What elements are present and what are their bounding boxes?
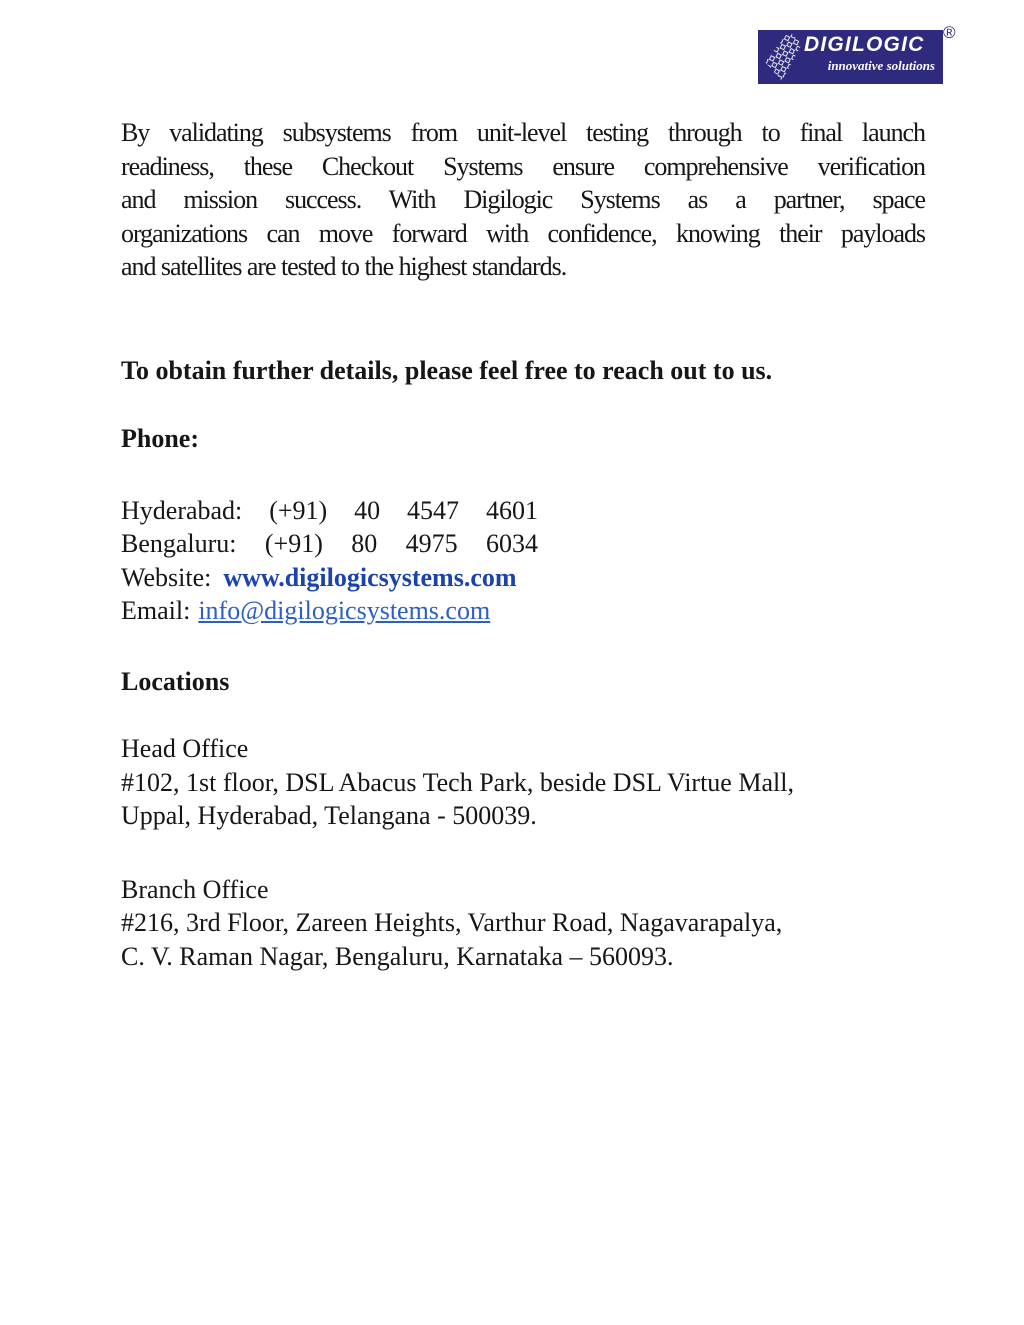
phone-country-code: (+91) (269, 495, 328, 525)
branch-office-address-line: C. V. Raman Nagar, Bengaluru, Karnataka – 560093. (121, 941, 674, 971)
head-office-block (121, 732, 925, 833)
phone-city-label: Bengaluru: (121, 529, 237, 558)
email-link[interactable]: info@digilogicsystems.com (198, 596, 491, 625)
branch-office-block (121, 873, 925, 974)
locations-heading: Locations (121, 666, 230, 696)
phone-number-part: 6034 (485, 529, 538, 558)
paragraph-line: organizations can move forward with confidence, knowing their payloads (121, 218, 925, 248)
phone-area-code: 80 (351, 529, 378, 558)
phone-country-code: (+91) (264, 529, 323, 558)
intro-paragraph (121, 116, 925, 284)
phone-row-bengaluru (121, 527, 538, 561)
head-office-address-line: #102, 1st floor, DSL Abacus Tech Park, beside DSL Virtue Mall, (121, 767, 794, 797)
phone-area-code: 40 (354, 495, 381, 525)
phone-numbers (121, 494, 925, 628)
contact-cta-heading: To obtain further details, please feel free to reach out to us. (121, 355, 773, 385)
head-office-address-line: Uppal, Hyderabad, Telangana - 500039. (121, 801, 537, 830)
paragraph-line: By validating subsystems from unit-level testing through to final launch (121, 118, 925, 147)
branch-office-address-line: #216, 3rd Floor, Zareen Heights, Varthur Road, Nagavarapalya, (121, 908, 783, 937)
branch-office-title: Branch Office (121, 874, 269, 904)
phone-city-label: Hyderabad: (121, 495, 243, 525)
website-link[interactable]: www.digilogicsystems.com (223, 562, 517, 592)
head-office-title: Head Office (121, 734, 249, 763)
paragraph-line: readiness, these Checkout Systems ensure comprehensive verification (121, 151, 925, 181)
email-label: Email: (121, 596, 191, 625)
paragraph-line: and satellites are tested to the highest standards. (121, 252, 567, 281)
logo-tagline-text: innovative solutions (827, 58, 935, 73)
phone-row-hyderabad (121, 494, 538, 528)
website-row (121, 561, 925, 595)
phone-number-part: 4601 (485, 495, 538, 525)
website-label: Website: (121, 562, 212, 592)
document-body (121, 0, 925, 973)
phone-heading: Phone: (121, 424, 199, 453)
registered-trademark-icon: ® (943, 23, 956, 42)
logo-brand-text: DIGILOGIC (804, 33, 925, 56)
email-row (121, 594, 925, 628)
phone-number-part: 4975 (405, 529, 458, 558)
paragraph-line: and mission success. With Digilogic Systems as a partner, space (121, 185, 925, 214)
phone-number-part: 4547 (407, 495, 460, 525)
